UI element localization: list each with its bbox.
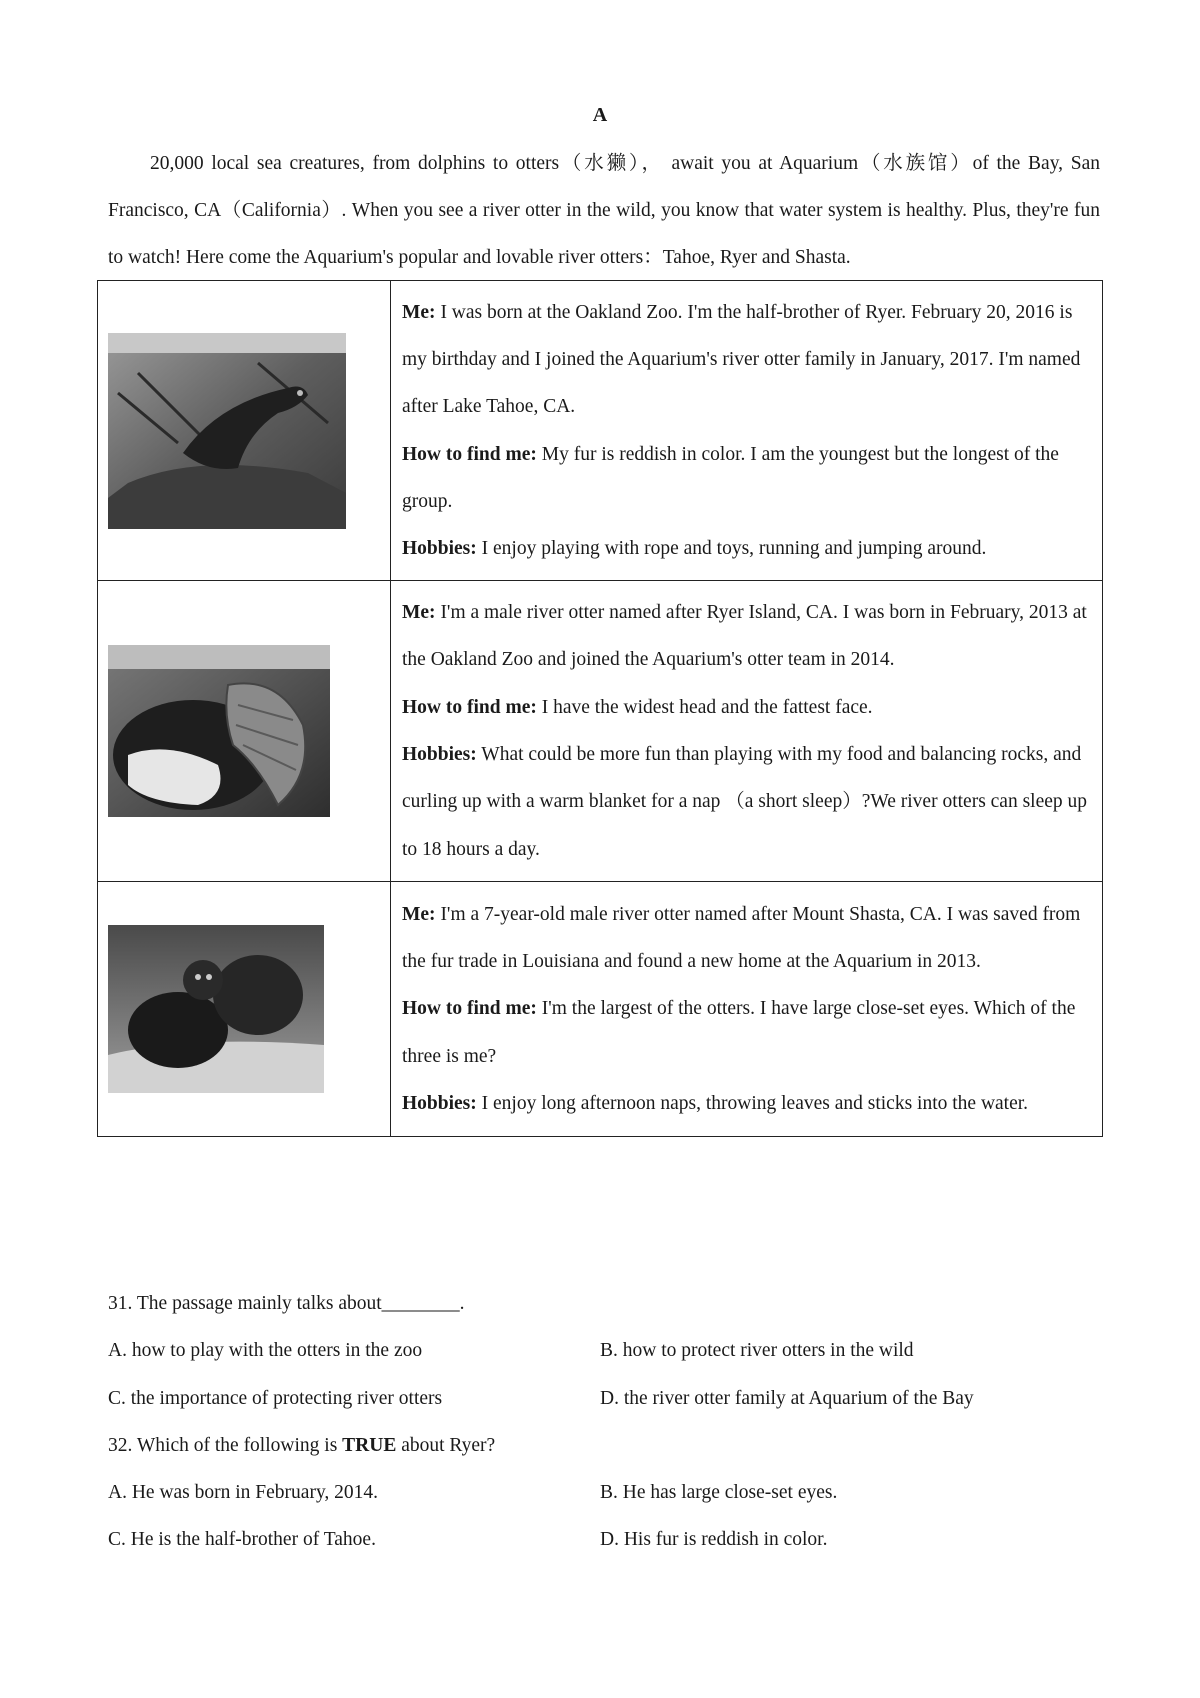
profile-text-ryer	[391, 581, 1103, 882]
me-line	[402, 589, 1092, 684]
otter-row-shasta	[98, 882, 1103, 1137]
me-text: I'm a male river otter named after Ryer Island, CA. I was born in February, 2013 at the Oakland Zoo and joined the Aquarium's otter team in 2014.	[402, 602, 1087, 671]
otter-photo-shasta	[108, 925, 324, 1093]
find-label: How to find me:	[402, 696, 537, 718]
question-32-option-b: B. He has large close-set eyes.	[600, 1482, 838, 1504]
photo-cell-tahoe	[98, 281, 391, 581]
hobbies-line	[402, 731, 1092, 873]
question-32-stem-emphasis: TRUE	[342, 1434, 397, 1456]
find-line	[402, 985, 1092, 1080]
photo-cell-shasta	[98, 882, 391, 1137]
profile-text-tahoe	[391, 281, 1103, 581]
section-title: A	[592, 104, 608, 126]
otter-profile-table	[97, 280, 1103, 1137]
question-31-option-b: B. how to protect river otters in the wild	[600, 1340, 914, 1362]
find-label: How to find me:	[402, 998, 537, 1020]
me-label: Me:	[402, 602, 436, 624]
otter-row-ryer	[98, 581, 1103, 882]
photo-cell-ryer	[98, 581, 391, 882]
hobbies-label: Hobbies:	[402, 538, 477, 560]
me-label: Me:	[402, 903, 436, 925]
find-label: How to find me:	[402, 443, 537, 465]
find-text: I have the widest head and the fattest face.	[536, 696, 873, 718]
me-text: I was born at the Oakland Zoo. I'm the half-brother of Ryer. February 20, 2016 is my birthday and I joined the Aquarium's river otter family in January, 2017. I'm named after Lake Tahoe, CA.	[402, 301, 1081, 418]
otter-row-tahoe	[98, 281, 1103, 581]
otter-photo-tahoe	[108, 333, 346, 529]
question-31-option-c: C. the importance of protecting river otters	[108, 1387, 443, 1409]
find-line	[402, 684, 1092, 731]
me-line	[402, 891, 1092, 986]
profile-text-shasta	[391, 882, 1103, 1137]
hobbies-label: Hobbies:	[402, 1092, 477, 1114]
question-32-option-a: A. He was born in February, 2014.	[108, 1482, 379, 1504]
question-32-options-row-1	[108, 1469, 1100, 1516]
me-label: Me:	[402, 301, 436, 323]
hobbies-text: What could be more fun than playing with my food and balancing rocks, and curling up with a warm blanket for a nap （a short sleep）?We river otters can sleep up to 18 hours a day.	[402, 744, 1088, 860]
otter-photo-ryer	[108, 645, 330, 817]
question-31-option-a: A. how to play with the otters in the zoo	[108, 1340, 423, 1362]
question-32-stem-end: about Ryer?	[396, 1434, 496, 1456]
question-32-option-c: C. He is the half-brother of Tahoe.	[108, 1529, 376, 1551]
question-32-stem	[108, 1422, 1100, 1469]
me-line	[402, 289, 1092, 431]
me-text: I'm a 7-year-old male river otter named after Mount Shasta, CA. I was saved from the fur trade in Louisiana and found a new home at the Aquarium in 2013.	[402, 903, 1081, 973]
intro-paragraph	[108, 140, 1100, 281]
find-line	[402, 431, 1092, 526]
find-text: My fur is reddish in color. I am the youngest but the longest of the group.	[402, 443, 1059, 512]
questions-section	[108, 1280, 1100, 1564]
question-31-stem: 31. The passage mainly talks about________.	[108, 1293, 465, 1314]
question-32-options-row-2	[108, 1516, 1100, 1563]
intro-text: 20,000 local sea creatures, from dolphins to otters（水獭）， await you at Aquarium（水族馆）of the Bay, San Francisco, CA（California）. When you see a river otter in the wild, you know that water system is healthy. Plus, they're fun to watch! Here come the Aquarium's popular and lovable river otters：Tahoe, Ryer and Shasta.	[108, 153, 1100, 268]
question-31-options-row-1	[108, 1327, 1100, 1374]
hobbies-label: Hobbies:	[402, 744, 477, 765]
question-31-option-d: D. the river otter family at Aquarium of the Bay	[600, 1387, 974, 1409]
question-32-option-d: D. His fur is reddish in color.	[600, 1529, 828, 1551]
hobbies-line	[402, 525, 1092, 572]
hobbies-line	[402, 1080, 1092, 1127]
question-32-stem-start: 32. Which of the following is	[108, 1434, 343, 1456]
hobbies-text: I enjoy long afternoon naps, throwing leaves and sticks into the water.	[476, 1092, 1029, 1114]
find-text: I'm the largest of the otters. I have large close-set eyes. Which of the three is me?	[402, 998, 1076, 1067]
hobbies-text: I enjoy playing with rope and toys, running and jumping around.	[476, 538, 987, 560]
question-31-options-row-2	[108, 1375, 1100, 1422]
